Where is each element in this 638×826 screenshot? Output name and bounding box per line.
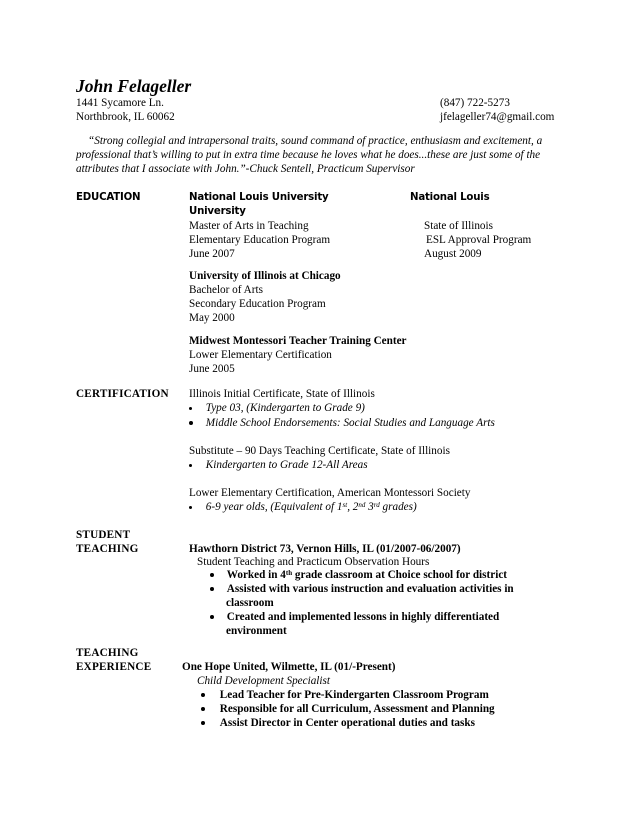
bullet-icon [201,721,205,725]
experience-heading-2: EXPERIENCE [76,661,152,673]
address-line-2: Northbrook, IL 60062 [76,111,175,123]
montessori-name: Midwest Montessori Teacher Training Center [189,335,407,347]
cert-bullet-middle-school [189,417,495,430]
nlu-right-date: August 2009 [424,248,482,260]
student-teaching-heading-2: TEACHING [76,543,139,555]
cert-bullet-ages [189,501,417,514]
address-line-1: 1441 Sycamore Ln. [76,97,164,109]
hawthorn-bullet-3 [210,611,499,624]
hawthorn-bullet-3-text: Created and implemented lessons in highly differentiated [226,611,500,623]
uic-degree: Bachelor of Arts [189,284,263,296]
onehope-bullet-2 [201,703,495,716]
bullet-icon [189,421,193,425]
certification-heading: CERTIFICATION [76,388,169,400]
nlu-date: June 2007 [189,248,235,260]
hawthorn-bullet-1 [210,569,507,582]
onehope-bullet-3 [201,717,475,730]
uic-date: May 2000 [189,312,235,324]
quote-line-2: professional that’s willing to put in extra time because he loves what he does...these are just some of the [76,149,541,161]
education-heading: EDUCATION [76,192,141,203]
hawthorn-bullet-3-continued: environment [226,625,287,637]
cert-montessori: Lower Elementary Certification, American Montessori Society [189,487,471,499]
bullet-icon [189,407,192,410]
uic-name: University of Illinois at Chicago [189,270,341,282]
bullet-icon [210,573,214,577]
quote-line-3: attributes that I associate with John.”-Chuck Sentell, Practicum Supervisor [76,163,415,175]
cert-bullet-k12 [189,459,368,472]
nlu-right-state: State of Illinois [424,220,493,232]
cert-bullet-middle-school-text: Middle School Endorsements: Social Studies and Language Arts [205,417,495,429]
nlu-right-program: ESL Approval Program [426,234,532,246]
quote-line-1: “Strong collegial and intrapersonal traits, sound command of practice, enthusiasm and excitement, a [88,135,543,147]
bullet-icon [210,587,214,591]
hawthorn-bullet-1-text: Worked in 4th grade classroom at Choice school for district [226,569,508,581]
cert-bullet-type03-text: Type 03, (Kindergarten to Grade 9) [205,402,365,414]
hawthorn-bullet-2 [210,583,514,596]
onehope-bullet-3-text: Assist Director in Center operational duties and tasks [219,717,475,729]
email-address: jfelageller74@gmail.com [440,111,555,123]
hawthorn-bullet-2-text: Assisted with various instruction and evaluation activities in [226,583,514,595]
nlu-degree: Master of Arts in Teaching [189,220,309,232]
onehope-bullet-1-text: Lead Teacher for Pre-Kindergarten Classroom Program [219,689,489,701]
phone-number: (847) 722-5273 [440,97,510,109]
montessori-date: June 2005 [189,363,235,375]
cert-illinois-initial: Illinois Initial Certificate, State of Illinois [189,388,375,400]
bullet-icon [189,506,192,509]
cert-bullet-ages-text: 6-9 year olds, (Equivalent of 1st, 2nd 3rd grades) [205,501,417,513]
onehope-title: One Hope United, Wilmette, IL (01/-Present) [182,661,396,673]
nlu-name-continued: University [189,206,246,217]
nlu-name: National Louis University [189,192,329,203]
bullet-icon [201,693,205,697]
cert-bullet-k12-text: Kindergarten to Grade 12-All Areas [205,459,368,471]
montessori-cert: Lower Elementary Certification [189,349,332,361]
hawthorn-title: Hawthorn District 73, Vernon Hills, IL (01/2007-06/2007) [189,543,461,555]
nlu-program: Elementary Education Program [189,234,331,246]
cert-bullet-type03 [189,402,365,415]
hawthorn-subtitle: Student Teaching and Practicum Observation Hours [197,556,430,568]
uic-program: Secondary Education Program [189,298,326,310]
bullet-icon [210,615,214,619]
student-teaching-heading-1: STUDENT [76,529,131,541]
cert-substitute: Substitute – 90 Days Teaching Certificate, State of Illinois [189,445,450,457]
onehope-bullet-2-text: Responsible for all Curriculum, Assessment and Planning [219,703,495,715]
bullet-icon [189,464,192,467]
bullet-icon [201,707,205,711]
experience-heading-1: TEACHING [76,647,139,659]
candidate-name: John Felageller [76,76,192,96]
onehope-bullet-1 [201,689,489,702]
onehope-role: Child Development Specialist [197,675,330,687]
nlu-name-right: National Louis [410,192,490,203]
hawthorn-bullet-2-continued: classroom [226,597,274,609]
